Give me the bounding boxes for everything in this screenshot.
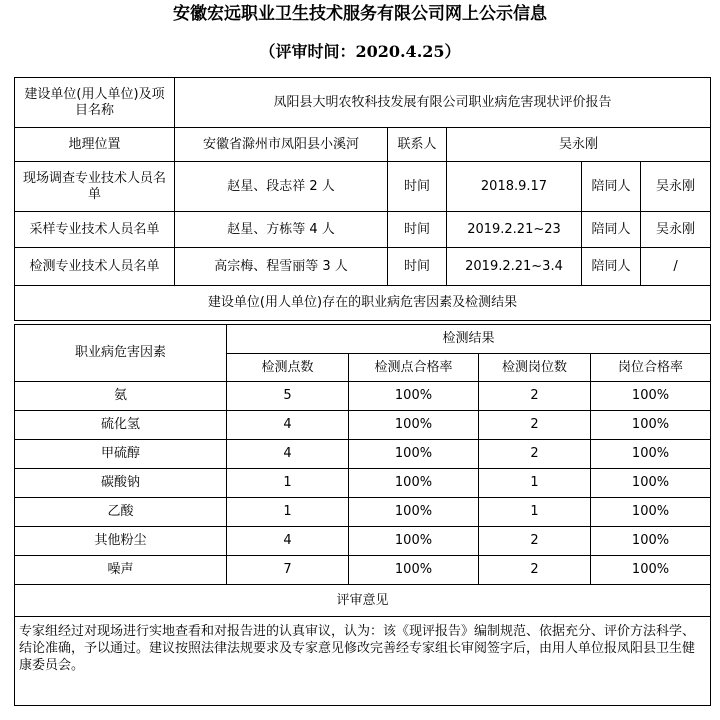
points-count: 4 <box>227 411 349 440</box>
col-header-points: 检测点数 <box>227 354 349 382</box>
posts-count: 2 <box>479 382 591 411</box>
staff-label: 采样专业技术人员名单 <box>15 212 175 248</box>
post-rate: 100% <box>591 498 711 527</box>
table-row <box>15 411 711 440</box>
points-count: 4 <box>227 440 349 469</box>
point-rate: 100% <box>349 411 479 440</box>
table-row <box>15 556 711 585</box>
point-rate: 100% <box>349 440 479 469</box>
hazards-section-title: 建设单位(用人单位)存在的职业病危害因素及检测结果 <box>15 286 711 321</box>
post-rate: 100% <box>591 382 711 411</box>
time-label: 时间 <box>388 248 447 286</box>
staff-label: 检测专业技术人员名单 <box>15 248 175 286</box>
points-count: 5 <box>227 382 349 411</box>
posts-count: 2 <box>479 527 591 556</box>
staff-row <box>15 248 711 286</box>
factor-name: 碳酸钠 <box>15 469 227 498</box>
staff-names: 赵星、方栋等 4 人 <box>175 212 388 248</box>
point-rate: 100% <box>349 527 479 556</box>
staff-names: 高宗梅、程雪丽等 3 人 <box>175 248 388 286</box>
factor-name: 乙酸 <box>15 498 227 527</box>
time-value: 2019.2.21~23 <box>447 212 582 248</box>
result-header: 检测结果 <box>227 325 711 354</box>
unit-value: 凤阳县大明农牧科技发展有限公司职业病危害现状评价报告 <box>175 78 711 128</box>
points-count: 7 <box>227 556 349 585</box>
post-rate: 100% <box>591 411 711 440</box>
factor-name: 甲硫醇 <box>15 440 227 469</box>
posts-count: 1 <box>479 469 591 498</box>
table-row <box>15 382 711 411</box>
post-rate: 100% <box>591 469 711 498</box>
table-row <box>15 527 711 556</box>
hazards-table <box>14 324 711 706</box>
contact-label: 联系人 <box>388 128 447 162</box>
posts-count: 2 <box>479 411 591 440</box>
escort-label: 陪同人 <box>582 212 641 248</box>
staff-label: 现场调查专业技术人员名单 <box>15 162 175 212</box>
point-rate: 100% <box>349 382 479 411</box>
col-header-point-rate: 检测点合格率 <box>349 354 479 382</box>
table-row <box>15 469 711 498</box>
contact-value: 吴永刚 <box>447 128 711 162</box>
point-rate: 100% <box>349 498 479 527</box>
table-row <box>15 440 711 469</box>
factor-header: 职业病危害因素 <box>15 325 227 382</box>
factor-name: 其他粉尘 <box>15 527 227 556</box>
posts-count: 2 <box>479 440 591 469</box>
points-count: 1 <box>227 498 349 527</box>
escort-value: 吴永刚 <box>641 212 711 248</box>
points-count: 1 <box>227 469 349 498</box>
review-time: （评审时间：2020.4.25） <box>259 42 461 61</box>
escort-value: / <box>641 248 711 286</box>
time-label: 时间 <box>388 212 447 248</box>
col-header-posts: 检测岗位数 <box>479 354 591 382</box>
col-header-post-rate: 岗位合格率 <box>591 354 711 382</box>
escort-value: 吴永刚 <box>641 162 711 212</box>
review-opinion-title: 评审意见 <box>15 585 711 617</box>
post-rate: 100% <box>591 556 711 585</box>
post-rate: 100% <box>591 440 711 469</box>
table-row <box>15 498 711 527</box>
factor-name: 硫化氢 <box>15 411 227 440</box>
posts-count: 2 <box>479 556 591 585</box>
point-rate: 100% <box>349 556 479 585</box>
time-label: 时间 <box>388 162 447 212</box>
time-value: 2018.9.17 <box>447 162 582 212</box>
unit-label: 建设单位(用人单位)及项目名称 <box>15 78 175 128</box>
project-info-table <box>14 77 711 321</box>
escort-label: 陪同人 <box>582 162 641 212</box>
location-value: 安徽省滁州市凤阳县小溪河 <box>175 128 388 162</box>
points-count: 4 <box>227 527 349 556</box>
escort-label: 陪同人 <box>582 248 641 286</box>
staff-names: 赵星、段志祥 2 人 <box>175 162 388 212</box>
factor-name: 噪声 <box>15 556 227 585</box>
posts-count: 1 <box>479 498 591 527</box>
location-label: 地理位置 <box>15 128 175 162</box>
staff-row <box>15 162 711 212</box>
review-opinion-text: 专家组经过对现场进行实地查看和对报告进的认真审议，认为：该《现评报告》编制规范、依据充分、评价方法科学、结论准确，予以通过。建议按照法律法规要求及专家意见修改完善经专家组长审阅签字后，由用人单位报凤阳县卫生健康委员会。 <box>15 617 711 706</box>
factor-name: 氨 <box>15 382 227 411</box>
post-rate: 100% <box>591 527 711 556</box>
staff-row <box>15 212 711 248</box>
page-title: 安徽宏远职业卫生技术服务有限公司网上公示信息 <box>173 4 547 24</box>
point-rate: 100% <box>349 469 479 498</box>
time-value: 2019.2.21~3.4 <box>447 248 582 286</box>
